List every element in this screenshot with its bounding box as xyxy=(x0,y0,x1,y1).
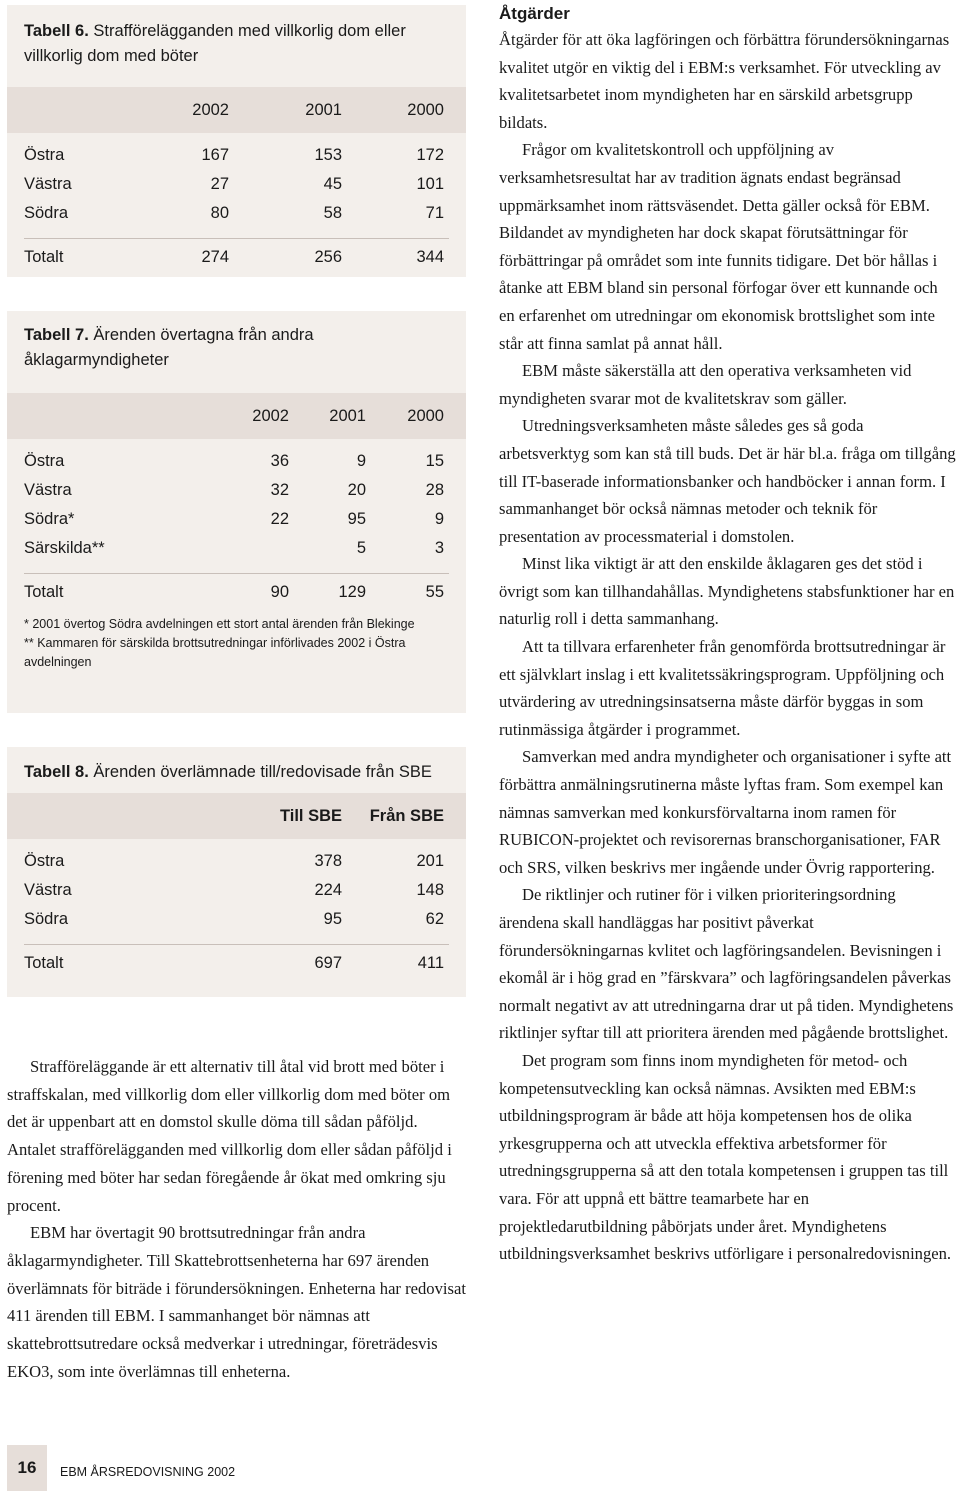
table-row: Västra 32 20 28 xyxy=(24,481,444,499)
col-2002: 2002 xyxy=(192,101,229,119)
col-2000: 2000 xyxy=(407,101,444,119)
table-row: Östra 36 9 15 xyxy=(24,452,444,470)
table-row: Södra 95 62 xyxy=(24,910,444,928)
table-7-title: Tabell 7. Ärenden övertagna från andra åklagarmyndigheter xyxy=(24,326,314,369)
table-8 xyxy=(7,747,466,997)
divider xyxy=(24,573,449,574)
paragraph: Samverkan med andra myndigheter och organisationer i syfte att förbättra anmälningsrutinerna måste lyftas fram. Som exempel kan nämnas samverkan med konkursförvaltarna inom ramen för RUBICON-projektet och revisorernas branschorganisationer, FAR och SRS, vilken beskrivs mer ingående under Övrig rapportering. xyxy=(499,747,952,877)
table-total-row: Totalt 274 256 344 xyxy=(24,248,444,266)
table-row: Särskilda** 5 3 xyxy=(24,539,444,557)
table-6 xyxy=(7,5,466,277)
table-6-header xyxy=(7,87,466,133)
table-total-row: Totalt 697 411 xyxy=(24,954,444,972)
paragraph: EBM måste säkerställa att den operativa verksamheten vid myndigheten svarar mot de kvalitetskrav som gäller. xyxy=(499,361,912,408)
paragraph: Åtgärder för att öka lagföringen och förbättra förundersökningarnas kvalitet utgör en viktig del i EBM:s verksamhet. För utveckling av kvalitetsarbetet inom myndigheten har en särskild arbetsgrupp bildats. xyxy=(499,30,950,132)
paragraph: Att ta tillvara erfarenheter från genomförda brottsutredningar är ett självklart inslag i ett kvalitetssäkringsprogram. Uppföljning och utvärdering av utredningsinsatserna måste därför byggas in som rutinmässiga åtgärder i programmet. xyxy=(499,637,946,739)
footnote: ** Kammaren för särskilda brottsutredningar införlivades 2002 i Östra avdelningen xyxy=(24,636,406,669)
table-row: Södra 80 58 71 xyxy=(24,204,444,222)
paragraph: Det program som finns inom myndigheten för metod- och kompetensutveckling kan också nämnas. Avsikten med EBM:s utbildningsprogram är både att höja kompetensen hos de olika yrkesgrupperna och att utveckla effektiva arbetsformer för utredningsgrupperna så att den totala kompetensen i gruppen tas till vara. För att uppnå ett bättre teamarbete har en projektledarutbildning påbörjats under året. Myndighetens utbildningsverksamhet beskrivs utförligare i personalredovisningen. xyxy=(499,1050,952,1264)
table-row: Östra 378 201 xyxy=(24,852,444,870)
paragraph: EBM har övertagit 90 brottsutredningar från andra åklagarmyndigheter. Till Skattebrottsenheterna har 697 ärenden överlämnats för biträde i förundersökningen. Enheterna har redovisat 411 ärenden till EBM. I sammanhanget bör nämnas att skattebrottsutredare också medverkar i utredningar, företrädesvis EKO3, som inte överlämnas till enheterna. xyxy=(7,1223,466,1381)
divider xyxy=(24,944,449,945)
section-heading: Åtgärder xyxy=(499,4,570,23)
paragraph: De riktlinjer och rutiner för i vilken prioriteringsordning ärendena skall handläggas har positivt påverkat förundersökningarnas kvlitet och lagföringsandelen. Bevisningen i ekomål är i hög grad en ”färskvara” och lagföringsandelen påverkas normalt negativt av att utredningarna drar ut på tiden. Myndighetens riktlinjer syftar till att prioritera ärenden med pågående brottslighet. xyxy=(499,885,954,1043)
col-2000: 2000 xyxy=(407,407,444,425)
col-till-sbe: Till SBE xyxy=(279,807,342,825)
divider xyxy=(24,238,449,239)
table-row: Västra 27 45 101 xyxy=(24,175,444,193)
table-7-header xyxy=(7,393,466,439)
col-fran-sbe: Från SBE xyxy=(369,807,444,825)
col-2001: 2001 xyxy=(305,101,342,119)
right-body-text xyxy=(499,2,957,1268)
footnote: * 2001 övertog Södra avdelningen ett stort antal ärenden från Blekinge xyxy=(24,617,415,631)
col-2002: 2002 xyxy=(252,407,289,425)
table-row: Västra 224 148 xyxy=(24,881,444,899)
table-8-header xyxy=(7,793,466,839)
table-total-row: Totalt 90 129 55 xyxy=(24,583,444,601)
table-row: Östra 167 153 172 xyxy=(24,146,444,164)
paragraph: Strafföreläggande är ett alternativ till åtal vid brott med böter i straffskalan, med villkorlig dom eller villkorlig dom med böter om det är uppenbart att en domstol skulle döma till sådan påföljd. Antalet strafförelägganden med villkorlig dom eller sådan påföljd i förening med böter har sedan föregående år ökat med omkring sju procent. xyxy=(7,1057,452,1215)
table-8-title: Tabell 8. Ärenden överlämnade till/redovisade från SBE xyxy=(24,763,432,781)
paragraph: Utredningsverksamheten måste således ges så goda arbetsverktyg som kan stå till buds. Det är här bl.a. fråga om tillgång till IT-baserade informationsbanker och handböcker i annan form. I sammanhanget bör också nämnas metoder och teknik för presentation av processmaterial i domstolen. xyxy=(499,416,956,546)
table-7-footnotes xyxy=(24,615,449,680)
col-2001: 2001 xyxy=(329,407,366,425)
paragraph: Frågor om kvalitetskontroll och uppföljning av verksamhetsresultat har av tradition ägnats endast begränsad uppmärksamhet inom rättsväsendet. Detta gäller också för EBM. Bildandet av myndigheten har dock skapat förutsättningar för förbättringar på området som inte funnits tidigare. Det bör hållas i åtanke att EBM bland sin personal förfogar över ett kunnande och en erfarenhet om utredningar om ekonomisk brottslighet som inte står att finna samlat på annat håll. xyxy=(499,140,938,353)
publication-title: EBM ÅRSREDOVISNING 2002 xyxy=(60,1465,236,1479)
table-6-title: Tabell 6. Strafförelägganden med villkorlig dom eller villkorlig dom med böter xyxy=(24,22,406,65)
page-number: 16 xyxy=(7,1445,47,1491)
paragraph: Minst lika viktigt är att den enskilde åklagaren ges det stöd i övrigt som kan tillhandahållas. Myndighetens stabsfunktioner har en naturlig roll i detta sammanhang. xyxy=(499,554,955,629)
table-row: Södra* 22 95 9 xyxy=(24,510,444,528)
table-7 xyxy=(7,311,466,713)
left-body-text xyxy=(7,1053,467,1385)
